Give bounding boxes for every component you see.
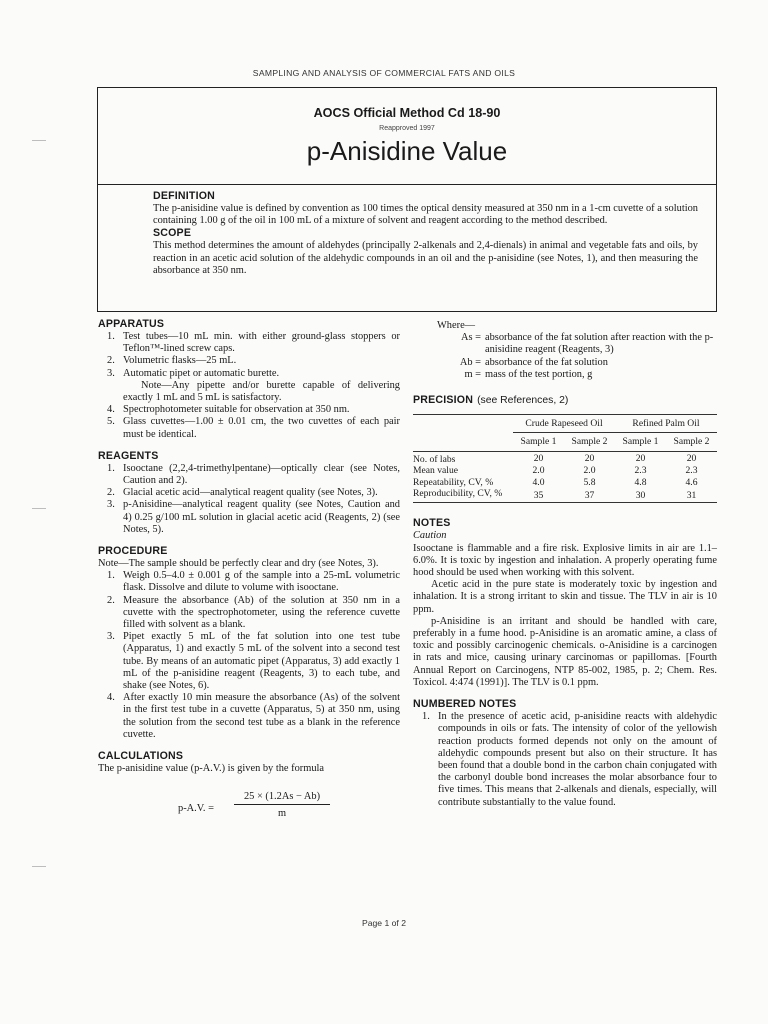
list-item: 2. Glacial acetic acid—analytical reagent quality (see Notes, 3). [107, 487, 378, 499]
reapproved-note: Reapproved 1997 [379, 125, 435, 132]
scan-mark [32, 508, 46, 509]
precision-table [413, 414, 717, 503]
notes-heading: NOTES [413, 517, 451, 530]
where-row: As = absorbance of the fat solution after reaction with the p-anisidine reagent (Reagents, 3) [460, 332, 714, 356]
calculations-text: The p-anisidine value (p-A.V.) is given by the formula [98, 763, 325, 775]
procedure-note: Note—The sample should be perfectly clear and dry (see Notes, 3). [98, 558, 379, 570]
notes-paragraph: p-Anisidine is an irritant and should be handled with care, preferably in a fume hood. p-Anisidine is an aromatic amine, a class of toxic and possibly carcinogenic chemicals. o-Anisidine is a carcinogen in rats and mice, causing urinary carcinomas or papillomas. [Fourth Annual Report on Carcinogens, NTP 85-002, 1985, p. 2; Chem. Res. Toxicol. 4:474 (1991)]. The TLV is 0.1 ppm. [413, 615, 717, 688]
definition-heading: DEFINITION [153, 190, 216, 202]
table-subheader: Sample 2 [666, 433, 717, 451]
reagents-list [98, 463, 400, 536]
list-item: 2. Measure the absorbance (Ab) of the solution at 350 nm in a cuvette with the spectrophotometer, using the reference cuvette filled with solvent as a blank. [107, 594, 400, 631]
table-group-header: Crude Rapeseed Oil [513, 415, 615, 433]
list-item: 5. Glass cuvettes—1.00 ± 0.01 cm, the two cuvettes of each pair must be identical. [107, 416, 400, 440]
apparatus-list [98, 331, 400, 380]
list-item: 1. Isooctane (2,2,4-trimethylpentane)—optically clear (see Notes, Caution and 2). [107, 462, 400, 487]
table-row: No. of labs 20 20 20 20 [413, 452, 697, 465]
scan-mark [32, 140, 46, 141]
table-subheader: Sample 2 [564, 433, 615, 451]
caution-label: Caution [413, 530, 447, 542]
formula-denominator: m [277, 808, 287, 820]
method-number: AOCS Official Method Cd 18-90 [313, 106, 501, 120]
formula-numerator: 25 × (1.2As − Ab) [243, 791, 321, 803]
scan-mark [32, 866, 46, 867]
list-item: 1. Test tubes—10 mL min. with either ground-glass stoppers or Teflon™-lined screw caps. [107, 331, 400, 355]
list-item: 3. p-Anisidine—analytical reagent quality (see Notes, Caution and 4) 0.25 g/100 mL solution in glacial acetic acid (Reagents, 2) (see Notes, 5). [107, 499, 400, 535]
list-item: 2. Volumetric flasks—25 mL. [107, 355, 237, 367]
formula-lhs: p-A.V. = [178, 803, 214, 815]
notes-paragraph: Isooctane is flammable and a fire risk. Explosive limits in air are 1.1–6.0%. It is toxic by ingestion and inhalation. A properly operating fume hood should be used when working with this solvent. [413, 542, 717, 579]
page-title: p-Anisidine Value [306, 136, 508, 166]
right-column [413, 320, 717, 809]
list-item: 4. Spectrophotometer suitable for observation at 350 nm. [107, 404, 350, 416]
precision-ref: (see References, 2) [477, 395, 569, 407]
numbered-notes-heading: NUMBERED NOTES [413, 698, 517, 711]
definition-text: The p-anisidine value is defined by convention as 100 times the optical density measured at 350 nm in a 1-cm cuvette of a solution containing 1.00 g of the oil in 100 mL of a mixture of solvent and reagent according to the method described. [153, 203, 698, 227]
list-item: 1. Weigh 0.5–4.0 ± 0.001 g of the sample into a 25-mL volumetric flask. Dissolve and dilute to volume with isooctane. [107, 570, 400, 594]
calculations-heading: CALCULATIONS [98, 750, 184, 763]
scope-heading: SCOPE [153, 227, 192, 240]
table-row: Repeatability, CV, % 4.0 5.8 4.8 4.6 [413, 476, 698, 488]
definition-box [97, 184, 717, 312]
apparatus-heading: APPARATUS [98, 318, 165, 330]
numbered-notes-list [413, 711, 717, 809]
table-subheader: Sample 1 [615, 433, 666, 451]
notes-paragraph: Acetic acid in the pure state is moderately toxic by ingestion and inhalation. It is a strong irritant to skin and tissue. The TLV in air is 10 ppm. [413, 579, 717, 615]
where-label: Where— [437, 320, 476, 331]
scope-text: This method determines the amount of aldehydes (principally 2-alkenals and 2,4-dienals) in animal and vegetable fats and oils, by reaction in an acetic acid solution of the aldehydic compounds in an oil and the p-anisidine (see Notes, 1), and then measuring the absorbance at 350 nm. [153, 240, 698, 276]
page-footer: Page 1 of 2 [362, 918, 406, 928]
running-head: SAMPLING AND ANALYSIS OF COMMERCIAL FATS AND OILS [252, 68, 516, 78]
reagents-heading: REAGENTS [98, 449, 159, 462]
table-group-header: Refined Palm Oil [615, 415, 717, 433]
apparatus-note: Note—Any pipette and/or burette capable of delivering exactly 1 mL and 5 mL is satisfactory. [123, 379, 400, 404]
table-row: Mean value 2.0 2.0 2.3 2.3 [413, 465, 698, 477]
formula-fraction [234, 791, 330, 819]
left-column [98, 318, 400, 833]
list-item: 1. In the presence of acetic acid, p-anisidine reacts with aldehydic compounds in oils or fats. The intensity of color of the yellowish reaction products formed depends not only on the amount of aldehydic compounds present but also on their structure. It has been found that a double bond in the carbon chain conjugated with the carbonyl double bond increases the molar absorbance four to five times. This means that 2-alkenals and dienals, especially, will contribute substantially to the value found. [422, 711, 717, 808]
list-item: 3. Pipet exactly 5 mL of the fat solution into one test tube (Apparatus, 1) and exactly 5 mL of the solvent into a second test tube. By means of an automatic pipet (Apparatus, 3) add exactly 1 mL of the p-anisidine reagent (Reagents, 3) to each tube, and shake (see Notes, 6). [107, 631, 400, 692]
title-box [97, 87, 717, 185]
where-row: Ab = absorbance of the fat solution [459, 356, 608, 368]
fraction-bar [234, 804, 330, 805]
where-row: m = mass of the test portion, g [464, 368, 593, 380]
precision-heading: PRECISION [413, 394, 474, 407]
table-subheader: Sample 1 [513, 433, 564, 451]
procedure-list [98, 570, 400, 741]
list-item: 3. Automatic pipet or automatic burette. [107, 367, 280, 379]
formula [98, 789, 400, 833]
list-item: 4. After exactly 10 min measure the absorbance (As) of the solvent in the first test tube in a cuvette (Apparatus, 5) at 350 nm, using the solution from the second test tube as a blank in the reference cuvette. [107, 692, 400, 740]
procedure-heading: PROCEDURE [98, 545, 168, 558]
precision-header [413, 390, 717, 408]
table-row: Reproducibility, CV, % 35 37 30 31 [413, 488, 717, 503]
